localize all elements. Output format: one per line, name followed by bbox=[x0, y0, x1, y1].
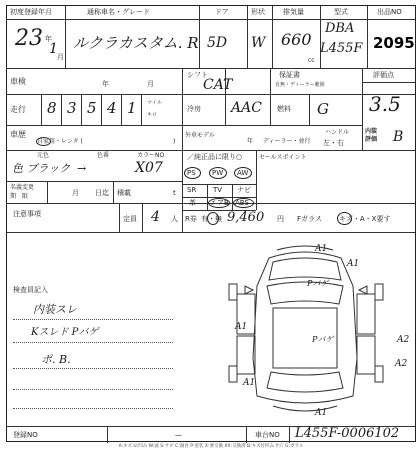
inspection-label: 車検 bbox=[10, 77, 26, 86]
name-change-label-1: 名義変更 bbox=[10, 184, 35, 191]
ext-model-year-unit: 年 bbox=[247, 138, 254, 145]
mileage-digit-1: 8 bbox=[47, 99, 57, 117]
capacity-unit: 人 bbox=[171, 215, 178, 223]
displacement-value: 660 bbox=[281, 30, 312, 49]
handle-label: ハンドル bbox=[325, 129, 350, 136]
mark-roof-paint: Pバゲ bbox=[312, 335, 334, 344]
handle-value: 左・右 bbox=[323, 139, 344, 147]
reg-year-value: 23 bbox=[15, 26, 43, 51]
fuel-label: 燃料 bbox=[277, 105, 291, 113]
glass-scratch-circle bbox=[337, 212, 352, 225]
interior-label-1: 内装 bbox=[365, 128, 378, 135]
original-color-label: 元色 bbox=[37, 152, 50, 159]
option-sr: SR bbox=[187, 186, 197, 194]
inspector-note-3: ポ. B. bbox=[41, 353, 71, 366]
recycle-options: 有・無 bbox=[201, 215, 222, 223]
color-code-value: X07 bbox=[135, 160, 163, 176]
reg-month-value: 1 bbox=[49, 41, 58, 57]
mark-rear-left-a1: A1 bbox=[243, 378, 256, 388]
year-unit: 年 bbox=[45, 35, 52, 43]
doors-label: ドア bbox=[215, 8, 229, 16]
option-tv: TV bbox=[213, 186, 223, 194]
sellpoint-label: セールスポイント bbox=[259, 154, 307, 161]
unit-km: キロ bbox=[147, 112, 158, 118]
color-value: 色 ブラック bbox=[12, 162, 71, 175]
color-no-label: 色番 bbox=[97, 152, 110, 159]
history-label: 車歴 bbox=[10, 130, 26, 139]
model-label: 型式 bbox=[334, 8, 348, 16]
warranty-sub: 有無・ディーラー範囲 bbox=[275, 82, 325, 88]
inspector-label: 検査員記入 bbox=[13, 286, 48, 294]
shift-label: シフト bbox=[187, 71, 208, 79]
inspection-month-unit: 月 bbox=[147, 80, 154, 88]
lot-number: 2095 bbox=[373, 34, 415, 52]
glass-label: Fガラス bbox=[297, 215, 322, 223]
mileage-label: 走行 bbox=[10, 105, 26, 114]
yen-unit: 円 bbox=[277, 215, 284, 223]
reg-year-label: 初度登録年月 bbox=[10, 8, 52, 16]
mileage-digit-2: 3 bbox=[67, 99, 77, 117]
shift-value: CAT bbox=[203, 77, 233, 93]
mark-hood-a1: A1 bbox=[347, 259, 360, 269]
warranty-label: 保証書 bbox=[279, 71, 300, 79]
name-grade-label: 通称車名・グレード bbox=[87, 8, 150, 16]
inspector-note-2: Kスレド Pバゲ bbox=[31, 327, 99, 338]
doors-value: 5D bbox=[207, 35, 228, 51]
mark-rear-a1: A1 bbox=[315, 408, 328, 418]
mark-front-a1: A1 bbox=[315, 244, 328, 254]
history-options: 自家用・レンタ ( bbox=[37, 138, 83, 145]
dealer-label: ディーラー・並行 bbox=[263, 138, 311, 145]
option-leather: 革 bbox=[189, 199, 196, 207]
displacement-label: 排気量 bbox=[283, 8, 304, 16]
mileage-digit-4: 4 bbox=[107, 99, 117, 117]
damage-code-legend: A:キズ U:凹み W:波 S:サビ C:腐食 P:塗装 X:要交換 XX:交換済 B:キズ付凹み Y:穴 G:ガラス bbox=[118, 444, 304, 449]
name-change-month-unit: 月 bbox=[72, 189, 79, 197]
option-pw-circle bbox=[209, 167, 227, 179]
option-aw-circle bbox=[234, 167, 252, 179]
notes-label: 注意事項 bbox=[13, 210, 41, 218]
ext-model-label: 外車モデル bbox=[185, 132, 215, 139]
shape-value: W bbox=[251, 35, 266, 51]
option-pw: PW bbox=[212, 169, 224, 177]
recycle-yes-circle bbox=[207, 212, 219, 225]
name-change-label-2: 期 限 bbox=[10, 193, 29, 200]
reg-no-label: 登録NO bbox=[13, 431, 38, 439]
mileage-digit-5: 1 bbox=[127, 99, 137, 117]
shape-label: 形状 bbox=[251, 8, 265, 16]
car-diagram bbox=[207, 238, 412, 426]
color-arrow: → bbox=[77, 162, 87, 175]
glass-options: キズ・A・X要す bbox=[339, 215, 391, 223]
genuine-label: ／純正品に限り○ bbox=[187, 153, 243, 161]
option-aw: AW bbox=[237, 169, 249, 177]
eval-label: 評価点 bbox=[373, 71, 394, 79]
aircon-value: AAC bbox=[231, 100, 262, 116]
option-airbag-circle bbox=[208, 198, 230, 208]
option-ps: PS bbox=[187, 169, 196, 177]
name-change-day-unit: 日迄 bbox=[95, 189, 109, 197]
cargo-unit: t bbox=[173, 189, 176, 197]
history-close-paren: ) bbox=[173, 138, 176, 145]
color-code-label: カラーNO bbox=[137, 152, 165, 159]
option-abs: ABS bbox=[235, 199, 249, 207]
interior-value: B bbox=[393, 129, 404, 145]
chassis-value: L455F-0006102 bbox=[295, 426, 400, 441]
auction-sheet bbox=[6, 5, 416, 442]
chassis-label: 車台NO bbox=[255, 431, 280, 439]
mark-right-a2: A2 bbox=[397, 335, 410, 345]
month-unit: 月 bbox=[57, 53, 64, 61]
fuel-value: G bbox=[317, 100, 329, 118]
displacement-unit: cc bbox=[308, 57, 315, 64]
option-ps-circle bbox=[184, 167, 201, 179]
inspection-year-unit: 年 bbox=[102, 80, 109, 88]
cargo-label: 積載 bbox=[117, 189, 131, 197]
recycle-label: R券 bbox=[185, 215, 197, 223]
mileage-digit-3: 5 bbox=[87, 99, 97, 117]
aircon-label: 冷房 bbox=[187, 105, 201, 113]
interior-label-2: 評価 bbox=[365, 136, 378, 143]
mark-right-rear-a2: A2 bbox=[395, 359, 408, 369]
option-navi: ナビ bbox=[237, 186, 251, 194]
option-abs-circle bbox=[233, 198, 254, 208]
capacity-label: 定員 bbox=[123, 215, 137, 223]
private-use-circle bbox=[36, 137, 51, 146]
score-value: 3.5 bbox=[369, 92, 401, 116]
mark-left-a1: A1 bbox=[235, 322, 248, 332]
model-value-1: DBA bbox=[325, 21, 355, 36]
capacity-value: 4 bbox=[151, 209, 160, 225]
unit-mile: マイル bbox=[147, 100, 162, 106]
lot-label: 出品NO bbox=[377, 8, 402, 16]
car-name-value: ルクラカスタム. R bbox=[73, 34, 199, 52]
recycle-value: 9,460 bbox=[227, 210, 265, 225]
option-airbag: エアB bbox=[210, 199, 229, 207]
inspector-note-1: 内装スレ bbox=[33, 303, 77, 316]
model-value-2: L455F bbox=[320, 41, 363, 56]
reg-no-dash: — bbox=[175, 431, 182, 439]
mark-hood-paint: Pバゲ bbox=[307, 279, 329, 288]
